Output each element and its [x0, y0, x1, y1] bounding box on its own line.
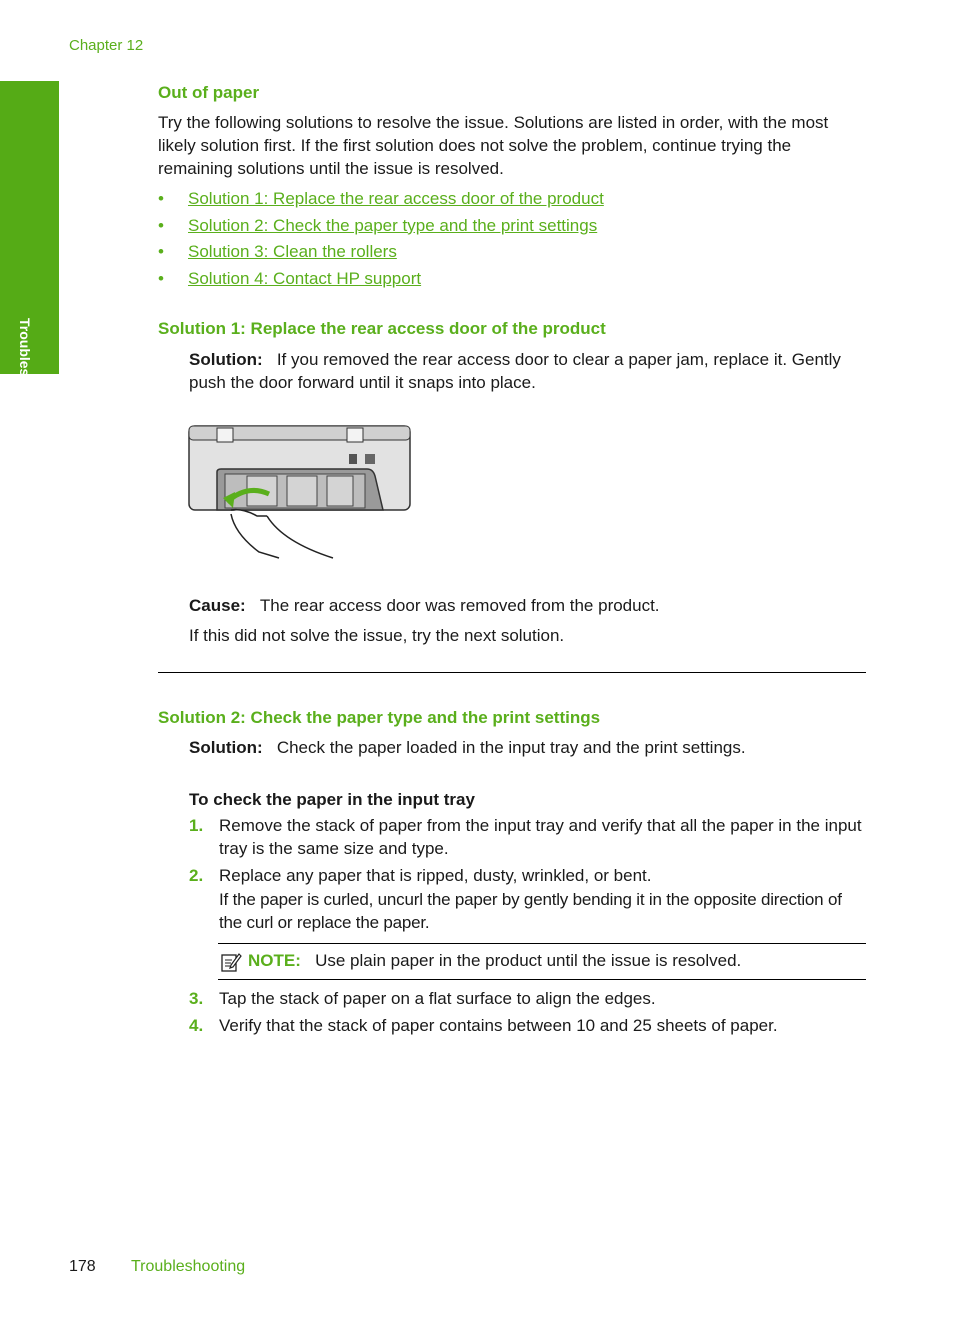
- next-solution-text: If this did not solve the issue, try the next solution.: [189, 626, 565, 645]
- list-item: [189, 814, 869, 860]
- list-item: [189, 987, 869, 1010]
- procedure-title: [189, 788, 869, 811]
- solution-1-text: [189, 348, 869, 394]
- printer-rear-door-illustration: [187, 424, 413, 560]
- note-label: NOTE:: [248, 951, 301, 970]
- footer-section: Troubleshooting: [131, 1258, 246, 1275]
- note-box: [218, 943, 866, 980]
- solution-2-heading: Solution 2: Check the paper type and the print settings: [158, 708, 601, 727]
- procedure-title-text: To check the paper in the input tray: [189, 790, 475, 809]
- list-item: [158, 213, 604, 240]
- side-tab-label: Troubleshooting: [17, 318, 33, 428]
- bullet: •: [158, 242, 164, 261]
- step-number: 1.: [189, 816, 204, 835]
- cause-text: [189, 594, 869, 617]
- note-body: Use plain paper in the product until the issue is resolved.: [315, 951, 742, 970]
- list-item: [158, 266, 604, 293]
- step-text: Replace any paper that is ripped, dusty, wrinkled, or bent.: [219, 866, 652, 885]
- solutions-list: [158, 186, 604, 292]
- solution-1-link[interactable]: Solution 1: Replace the rear access door of the product: [188, 189, 604, 208]
- list-item: [158, 186, 604, 213]
- step-text: Verify that the stack of paper contains between 10 and 25 sheets of paper.: [219, 1016, 778, 1035]
- list-item: [189, 864, 869, 934]
- solution-1-heading: Solution 1: Replace the rear access door of the product: [158, 319, 606, 338]
- section-title: Out of paper: [158, 83, 260, 102]
- cause-label: Cause:: [189, 596, 246, 615]
- solution-4-link[interactable]: Solution 4: Contact HP support: [188, 268, 422, 288]
- step-number: 4.: [189, 1016, 204, 1035]
- section-divider: [158, 672, 866, 673]
- step-text: Tap the stack of paper on a flat surface to align the edges.: [219, 989, 656, 1008]
- solution-2-text: [189, 736, 869, 759]
- list-item: [158, 239, 604, 266]
- steps-list-b: [189, 987, 869, 1037]
- solution-label: Solution:: [189, 350, 263, 369]
- solution-3-link[interactable]: Solution 3: Clean the rollers: [188, 242, 397, 261]
- step-extra-text: If the paper is curled, uncurl the paper by gently bending it in the opposite direction of the curl or replace the paper.: [219, 890, 842, 932]
- solution-2-link[interactable]: Solution 2: Check the paper type and the print settings: [188, 215, 598, 235]
- step-number: 2.: [189, 866, 204, 885]
- side-tab: [0, 81, 59, 428]
- chapter-header: Chapter 12: [69, 37, 144, 54]
- steps-list-a: [189, 814, 869, 934]
- bullet: •: [158, 215, 164, 235]
- bullet: •: [158, 268, 164, 288]
- note-icon: [220, 951, 242, 973]
- note-text: [248, 951, 741, 971]
- bullet: •: [158, 189, 164, 208]
- intro-paragraph: Try the following solutions to resolve the issue. Solutions are listed in order, with the most likely solution first. If the first solution does not solve the problem, continue trying the remaining solutions until the issue is resolved.: [158, 113, 829, 178]
- solution-label: Solution:: [189, 738, 263, 757]
- step-text: Remove the stack of paper from the input tray and verify that all the paper in the input tray is the same size and type.: [219, 816, 862, 858]
- page-number: 178: [69, 1258, 96, 1275]
- list-item: [189, 1014, 869, 1037]
- step-number: 3.: [189, 989, 204, 1008]
- solution-2-body: Check the paper loaded in the input tray and the print settings.: [276, 738, 746, 757]
- solution-1-body: If you removed the rear access door to clear a paper jam, replace it. Gently push the door forward until it snaps into place.: [189, 350, 841, 392]
- cause-body: The rear access door was removed from the product.: [259, 596, 660, 615]
